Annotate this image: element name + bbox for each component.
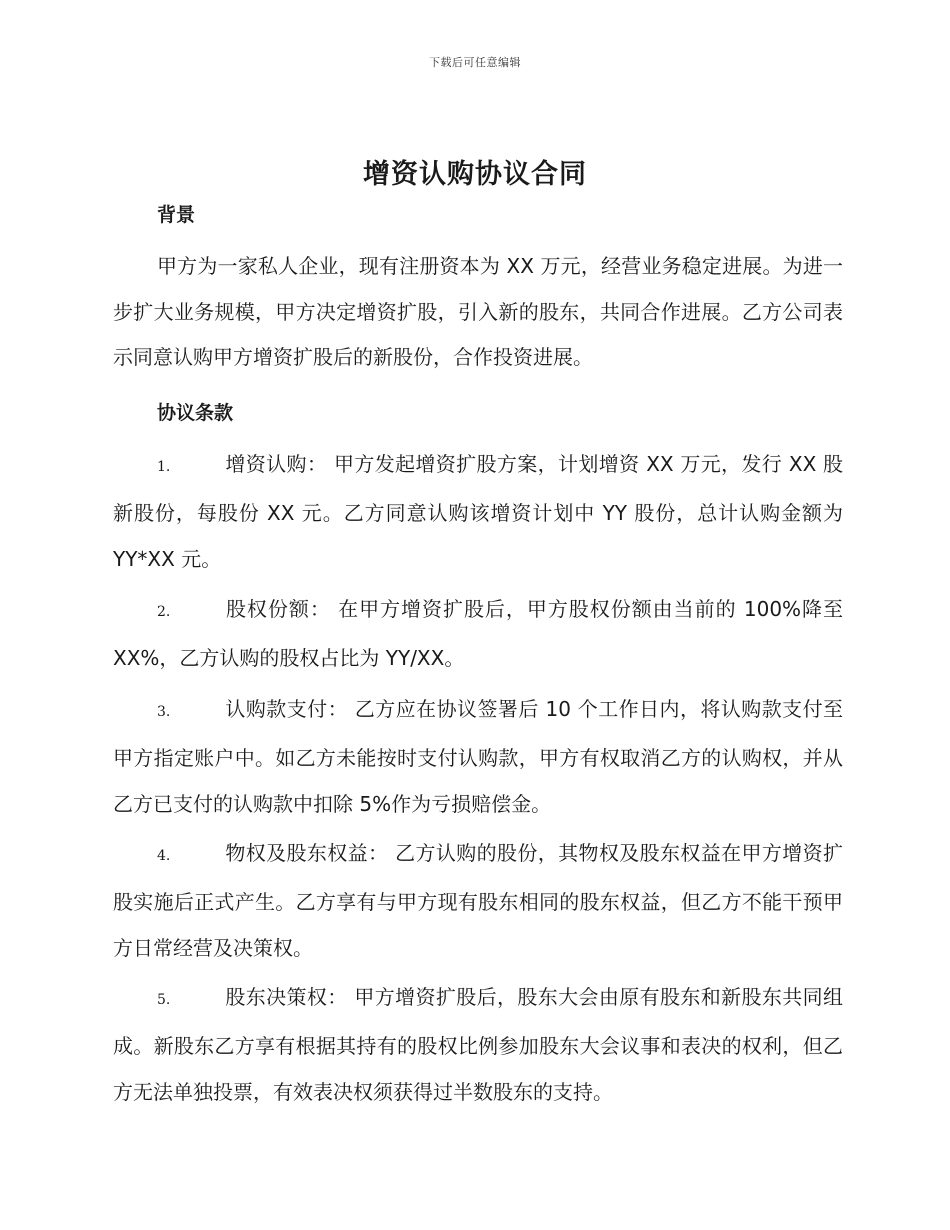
page-header-note: 下载后可任意编辑 bbox=[429, 56, 521, 69]
clause-text: 甲方发起增资扩股方案，计划增资 XX 万元，发行 XX 股新股份，每股份 XX 元。乙方同意认购该增资计划中 YY 股份，总计认购金额为 YY*XX 元。 bbox=[113, 452, 844, 571]
clause-title: 股东决策权： bbox=[225, 985, 348, 1009]
clause-text: 乙方认购的股份，其物权及股东权益在甲方增资扩股实施后正式产生。乙方享有与甲方现有股东相同的股东权益，但乙方不能干预甲方日常经营及决策权。 bbox=[113, 841, 844, 960]
clause-2 bbox=[113, 586, 843, 681]
section-heading-terms: 协议条款 bbox=[157, 402, 234, 424]
clause-5 bbox=[113, 974, 843, 1115]
clause-text: 在甲方增资扩股后，甲方股权份额由当前的 100%降至 XX%，乙方认购的股权占比为 YY/XX。 bbox=[113, 597, 843, 670]
section-heading-background: 背景 bbox=[157, 204, 196, 226]
clause-title: 物权及股东权益： bbox=[225, 841, 389, 865]
clause-number: 3. bbox=[157, 704, 171, 720]
clause-3 bbox=[113, 686, 843, 827]
clause-4 bbox=[113, 830, 843, 971]
clause-title: 股权份额： bbox=[225, 597, 331, 621]
clause-text: 甲方增资扩股后，股东大会由原有股东和新股东共同组成。新股东乙方享有根据其持有的股权比例参加股东大会议事和表决的权利，但乙方无法单独投票，有效表决权须获得过半数股东的支持。 bbox=[113, 985, 844, 1104]
clause-number: 5. bbox=[157, 992, 171, 1008]
clause-number: 1. bbox=[157, 459, 171, 475]
clause-number: 2. bbox=[157, 604, 171, 620]
clause-text: 乙方应在协议签署后 10 个工作日内，将认购款支付至甲方指定账户中。如乙方未能按时支付认购款，甲方有权取消乙方的认购权，并从乙方已支付的认购款中扣除 5%作为亏损赔偿金。 bbox=[113, 697, 844, 816]
document-title: 增资认购协议合同 bbox=[363, 159, 587, 190]
background-paragraph: 甲方为一家私人企业，现有注册资本为 XX 万元，经营业务稳定进展。为进一步扩大业务规模，甲方决定增资扩股，引入新的股东，共同合作进展。乙方公司表示同意认购甲方增资扩股后的新股份，合作投资进展。 bbox=[113, 254, 843, 369]
clause-title: 认购款支付： bbox=[225, 697, 349, 721]
clause-title: 增资认购： bbox=[225, 452, 328, 476]
clause-number: 4. bbox=[157, 848, 171, 864]
clause-1 bbox=[113, 441, 843, 582]
